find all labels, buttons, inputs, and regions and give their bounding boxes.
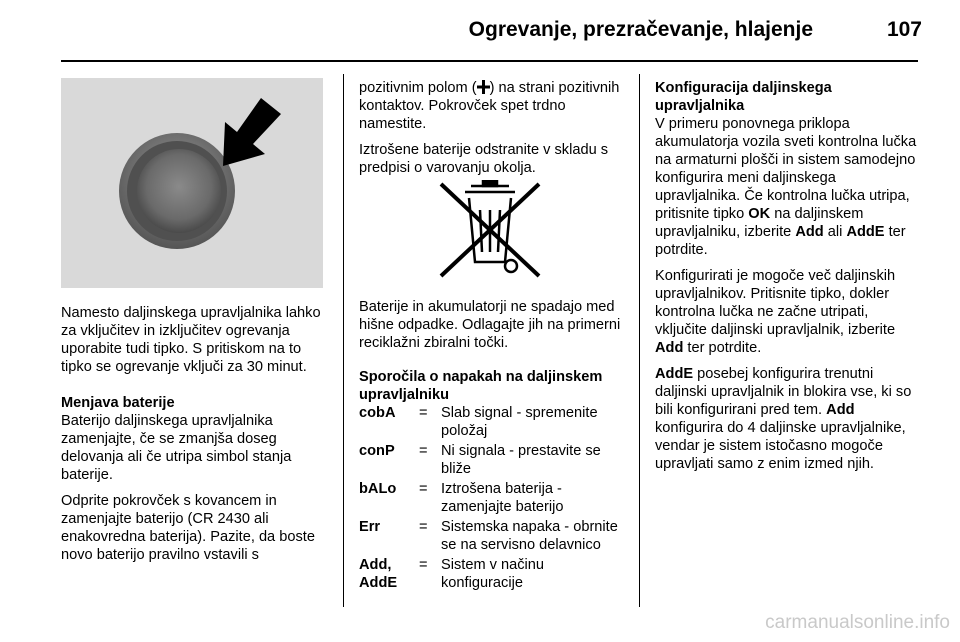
message-text: Iztrošena baterija - zamenjajte baterijo	[441, 481, 564, 515]
message-text: Ni signala - prestavite se bliže	[441, 443, 601, 477]
watermark: carmanualsonline.info	[765, 612, 950, 633]
message-equals: =	[419, 405, 428, 421]
table-row	[359, 404, 627, 442]
message-code: cobA	[359, 405, 396, 421]
message-equals: =	[419, 481, 428, 497]
battery-heading: Menjava baterije	[61, 395, 175, 411]
table-row	[359, 442, 627, 480]
header-rule	[61, 60, 918, 62]
battery-paragraph-2: Odprite pokrovček s kovancem in zamenjajte baterijo (CR 2430 ali enakovredna baterija). Pazite, da boste novo baterijo pravilno vstavili s	[61, 493, 315, 563]
table-row	[359, 518, 627, 556]
column-divider-2	[639, 74, 640, 607]
configuration-heading: Konfiguracija daljinskega upravljalnika	[655, 80, 832, 114]
plus-icon	[477, 80, 490, 94]
recycling-paragraph: Baterije in akumulatorji ne spadajo med hišne odpadke. Odlagajte jih na primerni reciklažni zbiralni točki.	[359, 299, 621, 351]
table-row	[359, 556, 627, 594]
crossed-bin-icon	[435, 180, 545, 286]
column-1	[61, 304, 329, 572]
message-code: bALo	[359, 481, 397, 497]
message-text: Slab signal - spremenite položaj	[441, 405, 598, 439]
intro-paragraph: Namesto daljinskega upravljalnika lahko za vključitev in izključitev ogrevanja uporabite tudi tipko. S pritiskom na to tipko se ogrevanje vključi za 30 minut.	[61, 305, 321, 375]
column-divider-1	[343, 74, 344, 607]
message-text: Sistem v načinu konfiguracije	[441, 557, 545, 591]
column-2-bottom	[359, 298, 627, 594]
table-row	[359, 480, 627, 518]
message-code: conP	[359, 443, 395, 459]
message-code: Add, AddE	[359, 557, 398, 591]
disposal-paragraph: Iztrošene baterije odstranite v skladu s predpisi o varovanju okolja.	[359, 142, 609, 176]
configuration-paragraph-3: AddE posebej konfigurira trenutni daljinski upravljalnik in blokira vse, ki so bili konfigurirani pred tem. Add konfigurira do 4 daljinske upravljalnike, vendar je sistem istočasno mogoče upravljati samo z enim izmed njih.	[655, 366, 912, 472]
heater-button-illustration	[61, 78, 323, 288]
message-equals: =	[419, 519, 428, 535]
message-code: Err	[359, 519, 381, 535]
page-title: Ogrevanje, prezračevanje, hlajenje	[468, 18, 813, 41]
message-equals: =	[419, 557, 428, 573]
polarity-paragraph: pozitivnim polom ( ) na strani pozitivnih kontaktov. Pokrovček spet trdno namestite.	[359, 80, 620, 132]
column-3	[655, 79, 923, 481]
error-messages-table	[359, 404, 627, 594]
heater-button-photo	[61, 78, 323, 288]
battery-paragraph-1: Baterijo daljinskega upravljalnika zamenjajte, če se zmanjša doseg delovanja ali če utripa simbol stanja baterije.	[61, 413, 292, 483]
configuration-paragraph-2: Konfigurirati je mogoče več daljinskih upravljalnikov. Pritisnite tipko, dokler kontrolna lučka ne začne utripati, vključite daljinski upravljalnik, izberite Add ter potrdite.	[655, 268, 896, 356]
message-text: Sistemska napaka - obrnite se na servisno delavnico	[441, 519, 618, 553]
messages-heading: Sporočila o napakah na daljinskem upravljalniku	[359, 369, 603, 403]
page-number: 107	[886, 18, 922, 41]
message-equals: =	[419, 443, 428, 459]
column-2-top	[359, 79, 627, 185]
configuration-paragraph-1: V primeru ponovnega priklopa akumulatorja vozila sveti kontrolna lučka na armaturni plošči in sistem samodejno konfigurira meni daljinskega upravljalnika. Če kontrolna lučka utripa, pritisnite tipko OK na daljinskem upravljalniku, izberite Add ali AddE ter potrdite.	[655, 116, 917, 258]
